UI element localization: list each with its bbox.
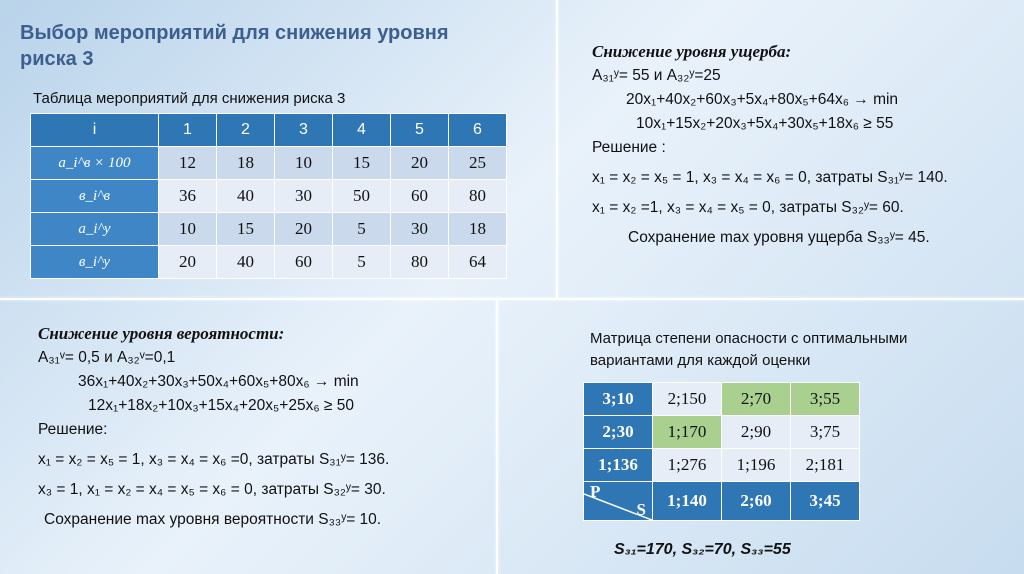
matrix-cell: 3;75 xyxy=(791,416,860,449)
matrix-row xyxy=(584,416,860,449)
probability-solution-label: Решение: xyxy=(38,421,108,438)
table-row xyxy=(31,180,507,213)
probability-objective: 36x₁+40x₂+30x₃+50x₄+60x₅+80x₆ → min xyxy=(78,373,359,390)
table-header-cell: 2 xyxy=(217,114,275,147)
matrix-cell: 2;150 xyxy=(653,383,722,416)
matrix-row-bottom xyxy=(584,482,860,521)
divider-horizontal xyxy=(0,298,1024,300)
row-label: a_i^y xyxy=(31,213,159,246)
table-row xyxy=(31,147,507,180)
matrix-caption: Матрица степени опасности с оптимальными вариантами для каждой оценки xyxy=(590,330,908,369)
damage-objective: 20x₁+40x₂+60x₃+5x₄+80x₅+64x₆ → min xyxy=(626,91,899,108)
row-label: в_i^y xyxy=(31,246,159,279)
probability-reduction-block xyxy=(38,322,389,532)
damage-given: A₃₁ʸ= 55 и A₃₂ʸ=25 xyxy=(592,67,721,84)
matrix-row xyxy=(584,383,860,416)
matrix-bottom-cell: 3;45 xyxy=(791,482,860,521)
risk-table xyxy=(30,113,507,279)
matrix-row xyxy=(584,449,860,482)
table-cell: 10 xyxy=(159,213,217,246)
matrix-cell: 1;196 xyxy=(722,449,791,482)
matrix-cell-optimal: 2;70 xyxy=(722,383,791,416)
table-cell: 10 xyxy=(275,147,333,180)
table-caption: Таблица мероприятий для снижения риска 3 xyxy=(33,90,346,107)
probability-constraint: 12x₁+18x₂+10x₃+15x₄+20x₅+25x₆ ≥ 50 xyxy=(88,397,354,414)
table-cell: 18 xyxy=(217,147,275,180)
page-title: Выбор мероприятий для снижения уровня риска 3 xyxy=(20,22,449,70)
table-header-i: i xyxy=(31,114,159,147)
corner-label-s: S xyxy=(636,500,646,519)
table-cell: 15 xyxy=(217,213,275,246)
table-cell: 30 xyxy=(275,180,333,213)
matrix-row-head: 1;136 xyxy=(584,449,653,482)
damage-heading: Снижение уровня ущерба: xyxy=(592,42,792,61)
probability-solution-1: x₁ = x₂ = x₅ = 1, x₃ = x₄ = x₆ =0, затраты S₃₁ʸ= 136. xyxy=(38,451,390,468)
table-cell: 5 xyxy=(333,246,391,279)
damage-solution-2: x₁ = x₂ =1, x₃ = x₄ = x₅ = 0, затраты S₃₂ʸ= 60. xyxy=(592,199,904,216)
matrix-row-head: 2;30 xyxy=(584,416,653,449)
table-cell: 80 xyxy=(391,246,449,279)
divider-vertical-bottom xyxy=(496,298,498,574)
table-cell: 50 xyxy=(333,180,391,213)
matrix-cell-optimal: 1;170 xyxy=(653,416,722,449)
row-label: в_i^в xyxy=(31,180,159,213)
danger-matrix xyxy=(583,382,860,521)
table-header-cell: 3 xyxy=(275,114,333,147)
table-cell: 64 xyxy=(449,246,507,279)
probability-keep-max: Сохранение max уровня вероятности S₃₃ʸ= 10. xyxy=(44,511,382,528)
table-row xyxy=(31,246,507,279)
table-cell: 5 xyxy=(333,213,391,246)
table-cell: 20 xyxy=(391,147,449,180)
table-header-cell: 4 xyxy=(333,114,391,147)
matrix-row-head: 3;10 xyxy=(584,383,653,416)
table-cell: 12 xyxy=(159,147,217,180)
table-cell: 60 xyxy=(275,246,333,279)
table-cell: 36 xyxy=(159,180,217,213)
table-cell: 15 xyxy=(333,147,391,180)
probability-solution-2: x₃ = 1, x₁ = x₂ = x₄ = x₅ = x₆ = 0, затраты S₃₂ʸ= 30. xyxy=(38,481,386,498)
probability-heading: Снижение уровня вероятности: xyxy=(38,324,285,343)
table-row xyxy=(31,213,507,246)
summary-line: S₃₁=170, S₃₂=70, S₃₃=55 xyxy=(614,541,791,558)
table-cell: 20 xyxy=(159,246,217,279)
table-cell: 60 xyxy=(391,180,449,213)
corner-label-p: P xyxy=(590,482,601,501)
divider-vertical-top xyxy=(556,0,558,300)
table-cell: 80 xyxy=(449,180,507,213)
row-label: a_i^в × 100 xyxy=(31,147,159,180)
table-cell: 40 xyxy=(217,246,275,279)
matrix-cell: 2;90 xyxy=(722,416,791,449)
damage-reduction-block xyxy=(592,40,948,250)
table-cell: 18 xyxy=(449,213,507,246)
damage-solution-1: x₁ = x₂ = x₅ = 1, x₃ = x₄ = x₆ = 0, затраты S₃₁ʸ= 140. xyxy=(592,169,948,186)
matrix-bottom-cell: 1;140 xyxy=(653,482,722,521)
damage-keep-max: Сохранение max уровня ущерба S₃₃ʸ= 45. xyxy=(628,229,930,246)
damage-solution-label: Решение : xyxy=(592,139,666,156)
matrix-cell-optimal: 3;55 xyxy=(791,383,860,416)
table-cell: 40 xyxy=(217,180,275,213)
matrix-cell: 1;276 xyxy=(653,449,722,482)
table-cell: 20 xyxy=(275,213,333,246)
matrix-cell: 2;181 xyxy=(791,449,860,482)
table-header-cell: 5 xyxy=(391,114,449,147)
table-header-cell: 1 xyxy=(159,114,217,147)
table-cell: 25 xyxy=(449,147,507,180)
table-header-cell: 6 xyxy=(449,114,507,147)
table-cell: 30 xyxy=(391,213,449,246)
matrix-corner xyxy=(584,482,653,521)
damage-constraint: 10x₁+15x₂+20x₃+5x₄+30x₅+18x₆ ≥ 55 xyxy=(636,115,894,132)
matrix-bottom-cell: 2;60 xyxy=(722,482,791,521)
probability-given: A₃₁ᵛ= 0,5 и A₃₂ᵛ=0,1 xyxy=(38,349,176,366)
